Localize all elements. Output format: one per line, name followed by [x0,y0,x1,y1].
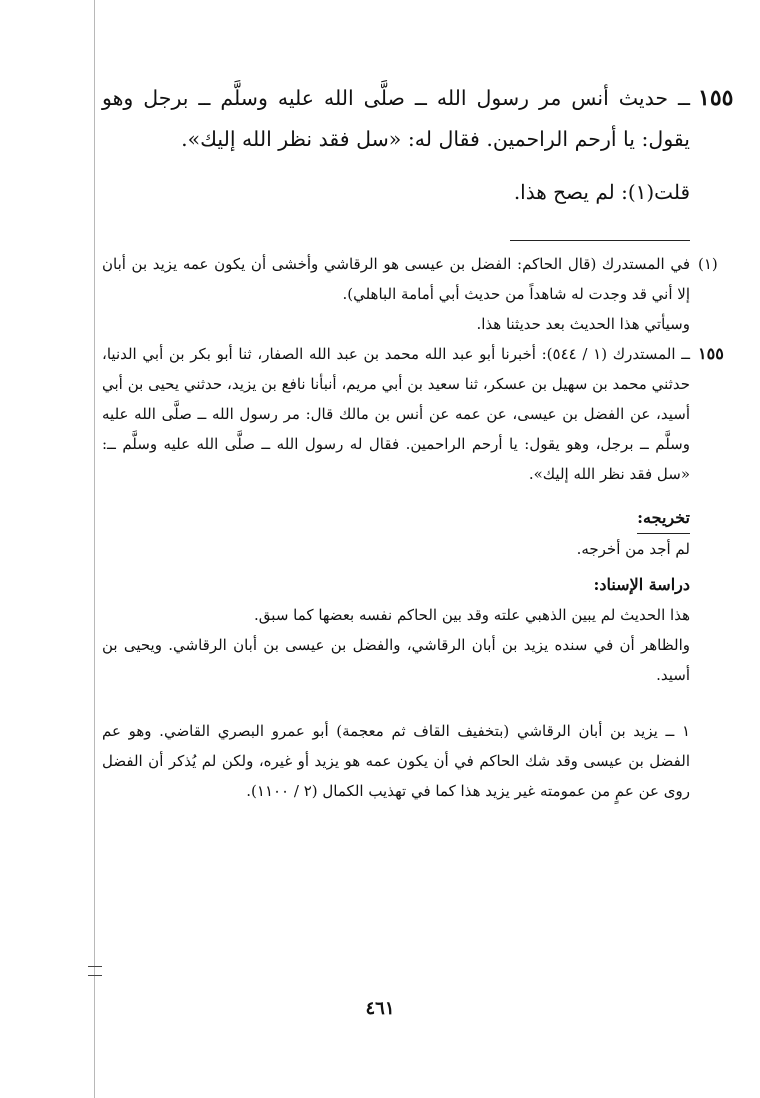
takhrij-text: لم أجد من أخرجه. [576,540,690,558]
page-number: ٤٦١ [365,998,395,1019]
isnad-heading: دراسة الإسناد: [593,575,690,594]
mustadrak-text: ــ المستدرك (١ / ٥٤٤): أخبرنا أبو عبد الله محمد بن عبد الله الصفار، ثنا أبو بكر بن أبي الدنيا، حدثني محمد بن سهيل بن عسكر، ثنا سعيد بن أبي مريم، أنبأنا نافع بن يزيد، حدثني يحيى بن أبي أسيد، عن الفضل بن عيسى، عن عمه عن أنس بن مالك قال: مر رسول الله ــ صلَّى الله عليه وسلَّم ــ برجل، وهو يقول: يا أرحم الراحمين. فقال له رسول الله ــ صلَّى الله عليه وسلَّم ــ: «سل فقد نظر الله إليك». [102,345,690,483]
margin-mark [88,966,102,976]
isnad-paragraph-2: والظاهر أن في سنده يزيد بن أبان الرقاشي، والفضل بن عيسى بن أبان الرقاشي. ويحيى بن أسيد. [102,636,690,684]
hadith-number: ١٥٥ [698,85,734,111]
mustadrak-number: ١٥٥ [698,344,724,363]
footnote-note: وسيأتي هذا الحديث بعد حديثنا هذا. [476,315,690,333]
footnote-number: (١) [698,255,718,273]
footnote [102,249,718,339]
margin-rule [94,0,95,1098]
hadith-text: ــ حديث أنس مر رسول الله ــ صلَّى الله عليه وسلَّم ــ برجل وهو يقول: يا أرحم الراحمين. فقال له: «سل فقد نظر الله إليك». [102,86,690,151]
takhrij-heading: تخريجه: [637,503,690,534]
qult-line: قلت(١): لم يصح هذا. [513,180,690,204]
mustadrak-entry [102,339,724,489]
narrator-paragraph: ١ ــ يزيد بن أبان الرقاشي (بتخفيف القاف ثم معجمة) أبو عمرو البصري القاضي. وهو عم الفضل بن عيسى وقد شك الحاكم في أن يكون عمه هو يزيد أو غيره، ولكن لم يُذكر أن الفضل روى عن عمٍ من عمومته غير يزيد هذا كما في تهذيب الكمال (٢ / ١١٠٠). [102,722,690,800]
page-content [102,78,734,806]
footnote-text: في المستدرك (قال الحاكم: الفضل بن عيسى هو الرقاشي وأخشى أن يكون عمه يزيد بن أبان إلا أني قد وجدت له شاهداً من حديث أبي أمامة الباهلي). [102,255,690,303]
hadith-block [102,78,734,160]
footnote-rule [510,240,690,241]
isnad-paragraph-1: هذا الحديث لم يبين الذهبي علته وقد بين الحاكم نفسه بعضها كما سبق. [254,606,690,624]
